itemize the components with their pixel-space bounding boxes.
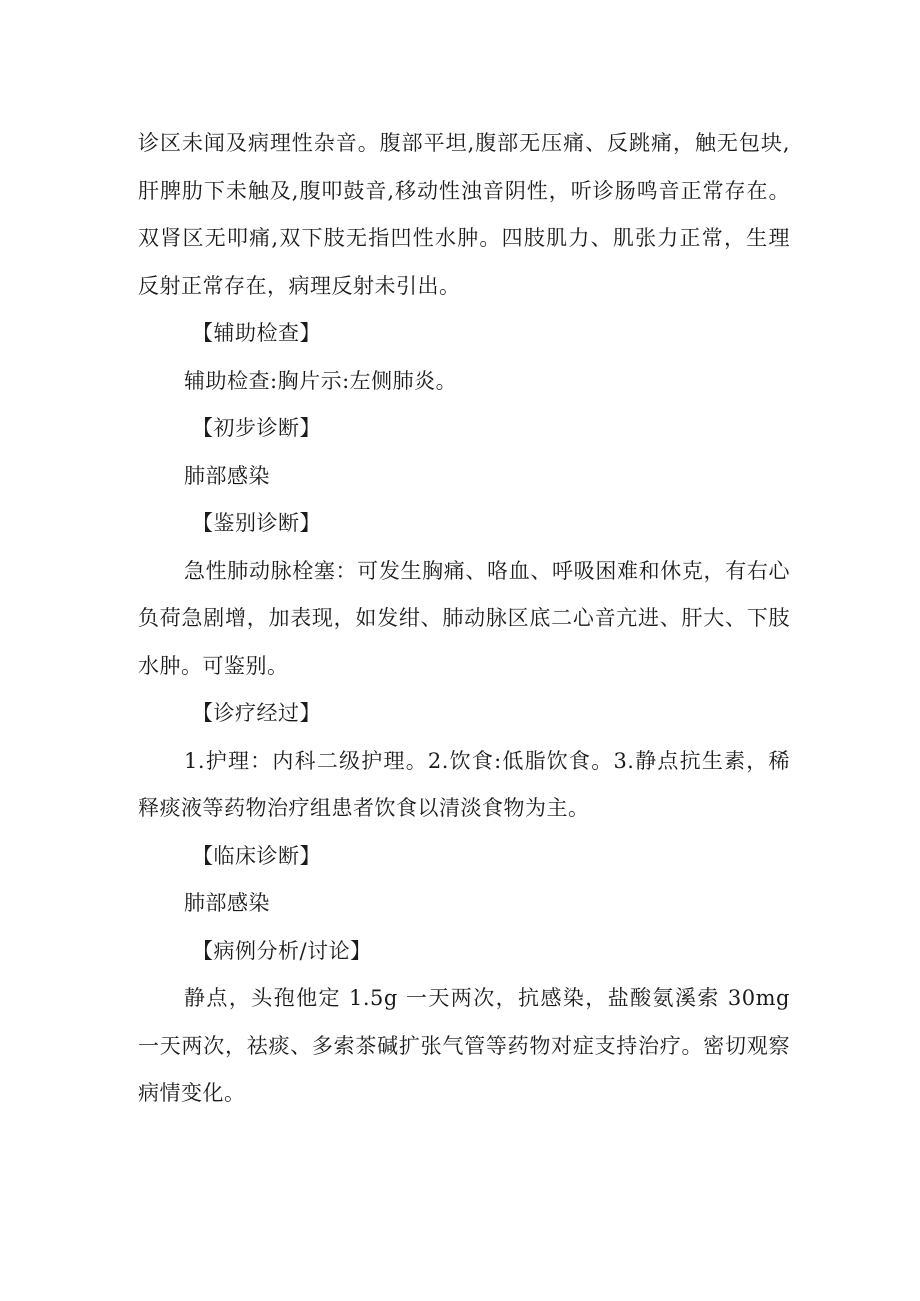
section-heading-auxiliary-exam: 【辅助检查】 (192, 321, 321, 345)
section-heading-clinical-diagnosis: 【临床诊断】 (192, 843, 321, 868)
differential-diagnosis-paragraph: 急性肺动脉栓塞：可发生胸痛、咯血、呼吸困难和休克，有右心负荷急剧增，加表现，如发绀、肺动脉区底二心音亢进、肝大、下肢水肿。可鉴别。 (138, 558, 790, 678)
clinical-diagnosis-paragraph: 肺部感染 (184, 891, 270, 915)
section-heading-differential-diagnosis: 【鉴别诊断】 (192, 511, 321, 535)
section-heading-case-analysis: 【病例分析/讨论】 (192, 938, 372, 963)
case-analysis-paragraph: 静点，头孢他定 1.5g 一天两次，抗感染，盐酸氨溪索 30mg 一天两次，祛痰、多索茶碱扩张气管等药物对症支持治疗。密切观察病情变化。 (138, 986, 790, 1105)
auxiliary-exam-paragraph: 辅助检查:胸片示:左侧肺炎。 (184, 368, 458, 393)
physical-exam-paragraph: 诊区未闻及病理性杂音。腹部平坦,腹部无压痛、反跳痛，触无包块,肝脾肋下未触及,腹叩鼓音,移动性浊音阴性，听诊肠鸣音正常存在。双肾区无叩痛,双下肢无指凹性水肿。四肢肌力、肌张力正常，生理反射正常存在，病理反射未引出。 (138, 131, 790, 298)
section-heading-preliminary-diagnosis: 【初步诊断】 (192, 416, 321, 440)
document-body (138, 120, 790, 1118)
section-heading-treatment-course: 【诊疗经过】 (192, 701, 321, 725)
treatment-course-paragraph: 1.护理：内科二级护理。2.饮食:低脂饮食。3.静点抗生素，稀释痰液等药物治疗组患者饮食以清淡食物为主。 (138, 748, 790, 820)
preliminary-diagnosis-paragraph: 肺部感染 (184, 463, 270, 488)
